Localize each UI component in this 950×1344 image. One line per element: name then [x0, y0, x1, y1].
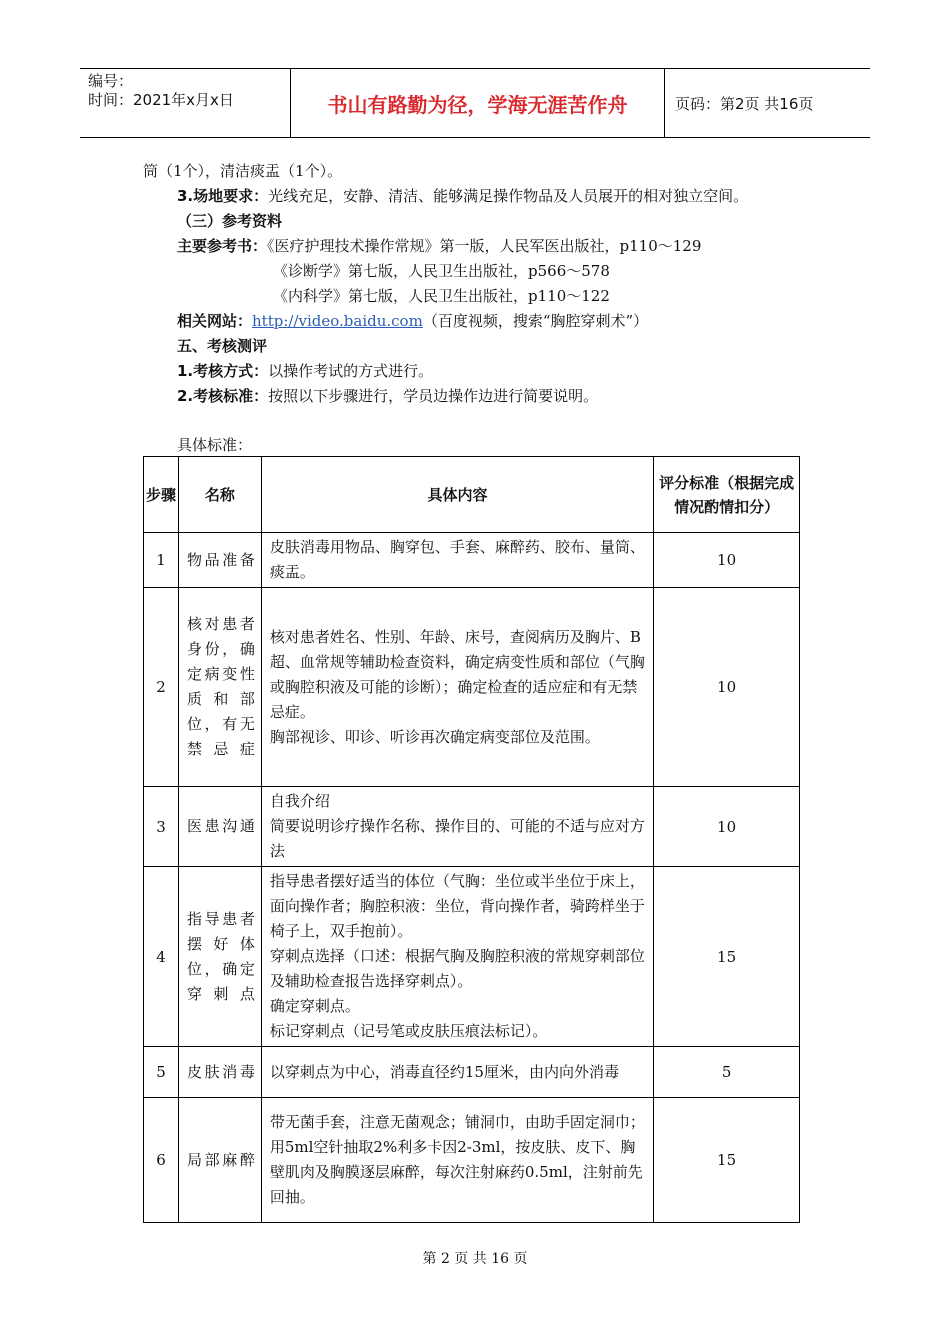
step-name: 指导患者摆好体位，确定穿刺点 [178, 867, 261, 1047]
content-line: 穿刺点选择（口述：根据气胸及胸腔积液的常规穿刺部位及辅助检查报告选择穿刺点）。 [269, 947, 645, 990]
continued-line: 筒（1个），清洁痰盂（1个）。 [143, 162, 343, 180]
step-content [261, 1047, 653, 1098]
step-score: 5 [654, 1047, 800, 1098]
header-name: 名称 [178, 457, 261, 533]
page-header [80, 68, 870, 138]
step-number: 5 [144, 1047, 179, 1098]
step-content [261, 588, 653, 787]
reference-1: 《医疗护理技术操作常规》第一版，人民军医出版社，p110～129 [267, 237, 702, 255]
step-score: 10 [654, 588, 800, 787]
step-name: 医患沟通 [178, 787, 261, 867]
step-content [261, 1098, 653, 1223]
header-motto: 书山有路勤为径，学海无涯苦作舟 [291, 69, 665, 137]
standard-text: 按照以下步骤进行，学员边操作边进行简要说明。 [268, 387, 599, 405]
related-site [177, 310, 648, 332]
method-label: 1.考核方式： [177, 362, 269, 380]
header-page-code: 页码：第2页 共16页 [675, 94, 814, 113]
step-score: 10 [654, 533, 800, 588]
step-name: 局部麻醉 [178, 1098, 261, 1223]
step-name: 物品准备 [178, 533, 261, 588]
venue-text: 光线充足，安静、清洁、能够满足操作物品及人员展开的相对独立空间。 [268, 187, 749, 205]
header-meta [80, 69, 291, 137]
reference-label: 主要参考书： [177, 237, 268, 255]
method-text: 以操作考试的方式进行。 [268, 362, 434, 380]
table-row [144, 533, 800, 588]
venue-requirement [177, 185, 748, 207]
reference-2: 《诊断学》第七版，人民卫生出版社，p566～578 [273, 262, 610, 280]
header-date: 时间：2021年x月x日 [88, 91, 234, 109]
table-row [144, 787, 800, 867]
step-score: 10 [654, 787, 800, 867]
step-name: 核对患者身份，确定病变性质和部位，有无禁忌症 [178, 588, 261, 787]
content-line: 带无菌手套，注意无菌观念；铺洞巾，由助手固定洞巾； [269, 1113, 645, 1131]
site-note: （百度视频，搜索“胸腔穿刺术”） [422, 312, 649, 330]
reference-3: 《内科学》第七版，人民卫生出版社，p110～122 [273, 287, 610, 305]
content-line: 简要说明诊疗操作名称、操作目的、可能的不适与应对方法 [269, 817, 645, 860]
step-content [261, 787, 653, 867]
content-line: 以穿刺点为中心，消毒直径约15厘米，由内向外消毒 [269, 1062, 619, 1081]
content-line: 确定穿刺点。 [269, 997, 360, 1015]
reference-book-1 [177, 235, 701, 257]
assessment-standard [177, 385, 598, 407]
table-row [144, 867, 800, 1047]
header-step: 步骤 [144, 457, 179, 533]
venue-label: 3.场地要求： [177, 187, 269, 205]
step-number: 4 [144, 867, 179, 1047]
table-caption: 具体标准： [177, 436, 253, 454]
header-number-label: 编号： [88, 72, 134, 90]
table-row [144, 588, 800, 787]
page-footer: 第 2 页 共 16 页 [422, 1251, 528, 1267]
header-score: 评分标准（根据完成情况酌情扣分） [654, 457, 800, 533]
step-content [261, 533, 653, 588]
step-score: 15 [654, 867, 800, 1047]
step-content [261, 867, 653, 1047]
step-number: 6 [144, 1098, 179, 1223]
step-number: 3 [144, 787, 179, 867]
assessment-method [177, 360, 433, 382]
content-line: 指导患者摆好适当的体位（气胸：坐位或半坐位于床上，面向操作者；胸腔积液：坐位，背向操作者，骑跨样坐于椅子上，双手抱前）。 [269, 872, 645, 940]
section-5-heading: 五、考核测评 [177, 337, 268, 355]
step-score: 15 [654, 1098, 800, 1223]
content-line: 胸部视诊、叩诊、听诊再次确定病变部位及范围。 [269, 727, 600, 746]
table-row [144, 1047, 800, 1098]
content-line: 皮肤消毒用物品、胸穿包、手套、麻醉药、胶布、量筒、痰盂。 [269, 538, 645, 581]
content-line: 用5ml空针抽取2%利多卡因2-3ml，按皮肤、皮下、胸壁肌肉及胸膜逐层麻醉，每次注射麻药0.5ml，注射前先回抽。 [269, 1138, 643, 1206]
table-row [144, 1098, 800, 1223]
reference-heading: （三）参考资料 [177, 212, 283, 230]
table-header-row [144, 457, 800, 533]
site-link[interactable]: http://video.baidu.com [252, 312, 423, 330]
content-line: 标记穿刺点（记号笔或皮肤压痕法标记）。 [269, 1022, 548, 1040]
standards-table [143, 456, 800, 1223]
header-content: 具体内容 [261, 457, 653, 533]
step-number: 1 [144, 533, 179, 588]
step-number: 2 [144, 588, 179, 787]
content-line: 核对患者姓名、性别、年龄、床号，查阅病历及胸片、B超、血常规等辅助检查资料，确定病变性质和部位（气胸或胸腔积液及可能的诊断）；确定检查的适应症和有无禁忌症。 [269, 627, 645, 721]
standard-label: 2.考核标准： [177, 387, 269, 405]
site-label: 相关网站： [177, 312, 253, 330]
content-line: 自我介绍 [269, 792, 330, 810]
step-name: 皮肤消毒 [178, 1047, 261, 1098]
